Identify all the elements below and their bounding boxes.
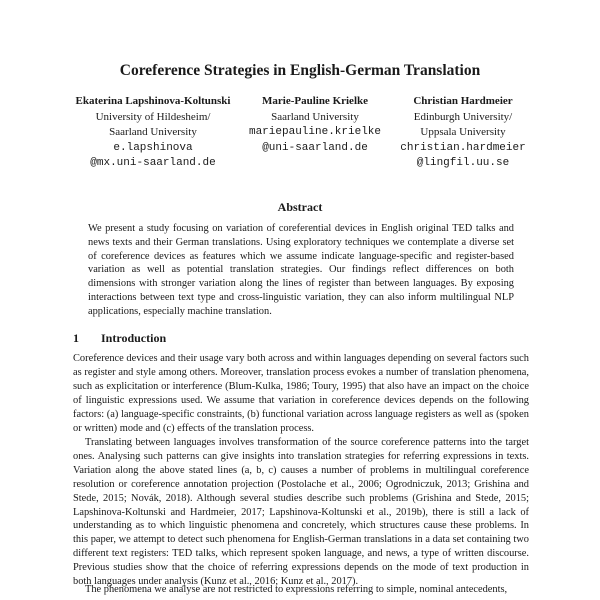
abstract-text: We present a study focusing on variation of coreferential devices in English original TED talks and news texts and their German translations. Using exploratory techniques we contemplate a diverse set of coreference devices as features which we assume indicate language-specific and register-based variation as well as potential translation strategies. Our findings reflect differences on both dimensions with stronger variation along the lines of register than between languages. By exposing interactions between text type and cross-linguistic variation, they can also inform multilingual NLP applications, especially machine translation.: [88, 223, 514, 317]
author-name: Christian Hardmeier: [413, 95, 513, 107]
paper-title: Coreference Strategies in English-German Translation: [119, 62, 481, 79]
author-affiliation: Edinburgh University/: [413, 110, 513, 123]
body-paragraph: Translating between languages involves transformation of the source coreference patterns into the target ones. Analysing such patterns can give insights into translation strategies for referring expressions in texts. Variation along the above stated lines (a, b, c) causes a number of problems in multilingual coreference resolution or coreference annotation projection (Postolache et al., 2006; Ogrodniczuk, 2013; Grishina and Stede, 2015; Novák, 2018). Although several studies describe such problems (Grishina and Stede, 2015; Lapshinova-Koltunski and Hardmeier, 2017; Lapshinova-Koltunski et al., 2019b), there is still a lack of understanding as to which linguistic phenomena and concretely, which structures cause these problems. In this paper, we attempt to detect such phenomena for English-German translations in a data set containing two different text registers: TED talks, which represent spoken language, and news, a type of written discourse. Previous studies show that the choice of referring expressions depends on the mode of text production in both languages under analysis (Kunz et al., 2016; Kunz et al., 2017).: [73, 437, 529, 588]
section-heading: [73, 331, 166, 346]
author-block: [240, 94, 390, 156]
author-email: @lingfil.uu.se: [416, 157, 510, 169]
author-email: @mx.uni-saarland.de: [90, 157, 216, 169]
author-affiliation: Uppsala University: [420, 126, 506, 138]
author-block: [378, 94, 548, 172]
author-block: [64, 94, 242, 172]
section-number: 1: [73, 331, 79, 345]
author-email: @uni-saarland.de: [262, 141, 368, 154]
author-name: Ekaterina Lapshinova-Koltunski: [75, 95, 231, 107]
section-title: Introduction: [101, 331, 167, 345]
abstract-heading: Abstract: [277, 200, 323, 214]
author-affiliation: Saarland University: [271, 110, 359, 123]
author-email: christian.hardmeier: [400, 141, 526, 154]
body-paragraph: The phenomena we analyse are not restricted to expressions referring to simple, nominal antecedents,: [85, 584, 508, 595]
author-affiliation: University of Hildesheim/: [95, 110, 211, 123]
author-name: Marie-Pauline Krielke: [262, 95, 368, 107]
body-paragraph: Coreference devices and their usage vary both across and within languages depending on several factors such as register and style among others. Moreover, translation process evokes a number of translation phenomena, such as explicitation or interference (Blum-Kulka, 1986; Toury, 1995) that also have an impact on the choice of linguistic expressions used. We assume that variation in coreference devices depends on the following factors: (a) language-specific constraints, (b) functional variation across language registers as well as (spoken or written) mode and (c) effects of the translation process.: [73, 353, 529, 434]
author-affiliation: Saarland University: [109, 126, 197, 138]
author-email: e.lapshinova: [113, 141, 193, 154]
author-email: mariepauline.krielke: [248, 126, 382, 138]
